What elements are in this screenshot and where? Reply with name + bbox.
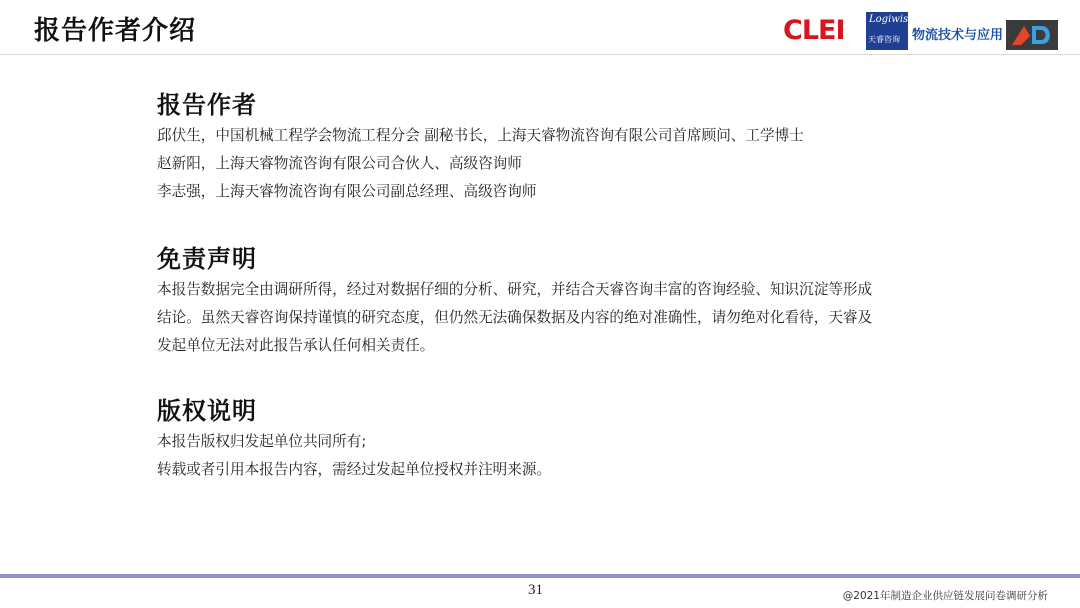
author-line: 邱伏生，中国机械工程学会物流工程分会 副秘书长，上海天睿物流咨询有限公司首席顾问、工学博士 (157, 127, 804, 144)
disclaimer-heading: 免责声明 (157, 245, 257, 273)
logiwis-logo-wordmark: Logiwis (869, 14, 909, 25)
copyright-section (157, 394, 551, 484)
author-line: 李志强，上海天睿物流咨询有限公司副总经理、高级咨询师 (157, 183, 537, 200)
disclaimer-line: 本报告数据完全由调研所得，经过对数据仔细的分析、研究，并结合天睿咨询丰富的咨询经验、知识沉淀等形成 (157, 281, 873, 298)
copyright-line: 转载或者引用本报告内容，需经过发起单位授权并注明来源。 (157, 461, 552, 478)
footer-note: @2021年制造企业供应链发展问卷调研分析 (842, 590, 1048, 602)
wuliu-logo: 物流技术与应用 (912, 28, 1004, 43)
disclaimer-section (157, 242, 872, 360)
clei-logo: CLEI (783, 15, 845, 46)
header-divider (0, 54, 1080, 55)
logiwis-logo (866, 12, 908, 50)
author-line: 赵新阳，上海天睿物流咨询有限公司合伙人、高级咨询师 (157, 155, 522, 172)
logiwis-logo-subtitle: 天睿咨询 (868, 35, 900, 44)
disclaimer-line: 结论。虽然天睿咨询保持谨慎的研究态度，但仍然无法确保数据及内容的绝对准确性，请勿绝对化看待，天睿及 (157, 309, 873, 326)
authors-heading: 报告作者 (157, 91, 257, 119)
authors-section (157, 88, 804, 206)
copyright-heading: 版权说明 (157, 397, 257, 425)
page-number: 31 (528, 582, 543, 598)
header (0, 0, 1080, 56)
disclaimer-line: 发起单位无法对此报告承认任何相关责任。 (157, 337, 435, 354)
page-title: 报告作者介绍 (34, 16, 197, 46)
ad-logo-icon (1006, 20, 1058, 50)
footer-divider (0, 574, 1080, 578)
copyright-line: 本报告版权归发起单位共同所有; (157, 433, 367, 450)
